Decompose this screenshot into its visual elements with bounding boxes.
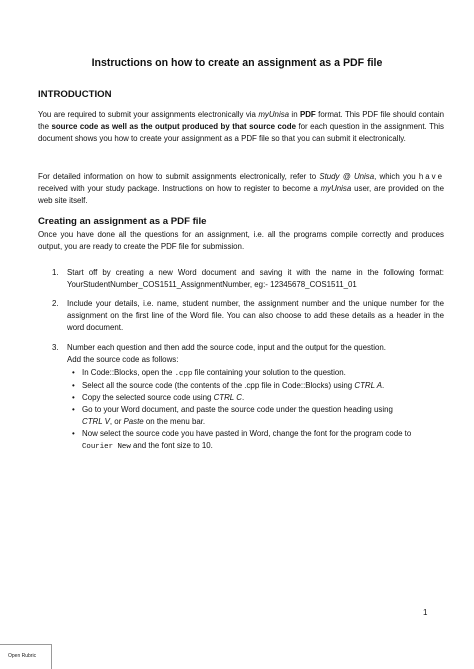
intro-paragraph: You are required to submit your assignments electronically via myUnisa in PDF format. This PDF file should contain the source code as well as the output produced by that source code for each question in the assignment. This document shows you how to create your assignment as a PDF file so that you can submit it electronically. [38,110,444,143]
step-number: 2. [52,299,59,308]
creating-paragraph: Once you have done all the questions for an assignment, i.e. all the programs compile correctly and produces output, you are ready to create the PDF file for submission. [38,230,444,251]
step-text: Include your details, i.e. name, student number, the assignment number and the unique number for the assignment on the first line of the Word file. You can also choose to add these details as a header in the word document. [67,299,444,332]
bullet-icon: • [72,405,75,414]
bullet-icon: • [72,393,75,402]
list-item: • Go to your Word document, and paste the source code under the question heading using CTRL V, or Paste on the menu bar. [72,405,393,426]
creating-heading: Creating an assignment as a PDF file [38,216,207,227]
bullet-list [72,367,412,453]
info-paragraph: For detailed information on how to submit assignments electronically, refer to Study @ Unisa, which you have received with your study package. Instructions on how to register to become a myUnisa user, are provided on the web site itself. [38,172,445,205]
step-number: 1. [52,268,59,277]
page-title: Instructions on how to create an assignment as a PDF file [91,57,383,69]
list-item: • Copy the selected source code using CTRL C. [72,393,245,402]
list-item: • Select all the source code (the contents of the .cpp file in Code::Blocks) using CTRL A. [72,381,385,390]
step-text: Start off by creating a new Word document and saving it with the name in the following format: YourStudentNumber_COS1511_AssignmentNumber, eg:- 12345678_COS1511_01 [67,268,444,289]
bullet-icon: • [72,381,75,390]
list-item: • Now select the source code you have pasted in Word, change the font for the program code to Courier New and the font size to 10. [72,429,412,451]
step-text: Number each question and then add the source code, input and the output for the question. [67,343,386,352]
bullet-icon: • [72,368,75,377]
step-lead: Add the source code as follows: [67,355,179,364]
open-rubric-label: Open Rubric [8,653,37,659]
introduction-heading: INTRODUCTION [38,89,112,100]
open-rubric-button[interactable] [0,644,52,669]
bullet-icon: • [72,429,75,438]
page-number: 1 [423,608,428,617]
list-item: • In Code::Blocks, open the .cpp file containing your solution to the question. [72,368,346,378]
step-number: 3. [52,343,59,352]
